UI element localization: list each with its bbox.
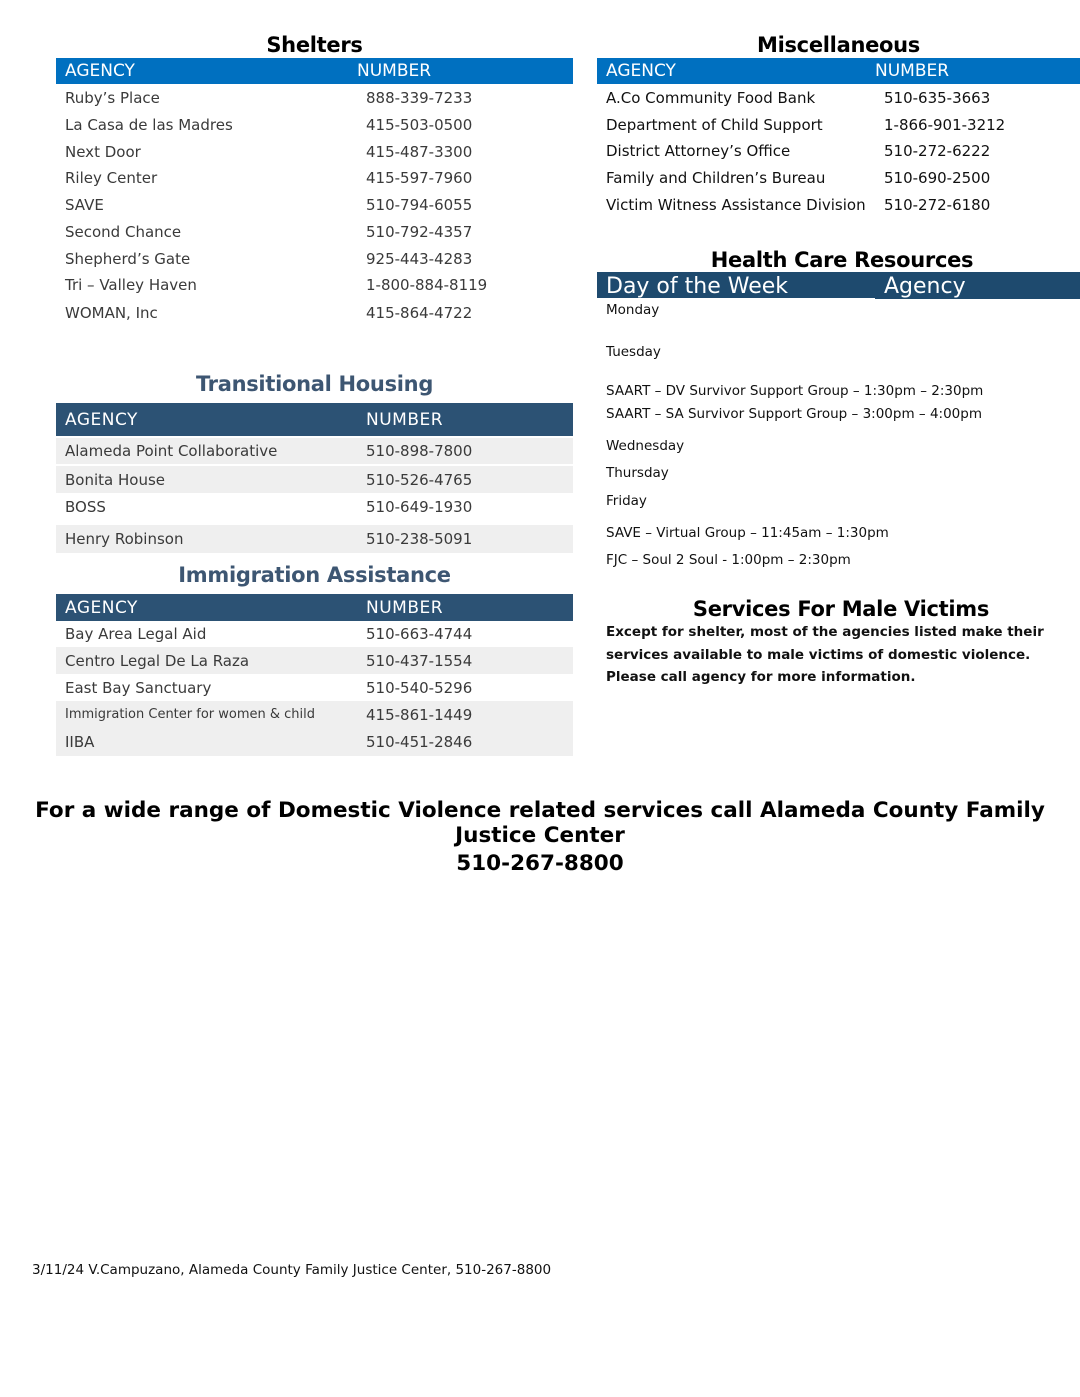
day-wednesday: Wednesday: [606, 438, 685, 454]
schedule-entry: SAART – DV Survivor Support Group – 1:30pm – 2:30pm: [606, 383, 984, 399]
phone-number[interactable]: 510-238-5091: [366, 530, 473, 548]
schedule-entry: SAVE – Virtual Group – 11:45am – 1:30pm: [606, 525, 889, 541]
day-monday: Monday: [606, 302, 660, 318]
table-row: [56, 245, 573, 272]
agency-name: District Attorney’s Office: [606, 142, 791, 160]
agency-name: SAVE: [65, 195, 104, 214]
table-row: [597, 138, 1080, 164]
call-line: For a wide range of Domestic Violence related services call Alameda County Family Justice Center: [35, 798, 1045, 848]
phone-number[interactable]: 510-437-1554: [366, 651, 473, 670]
table-row: [56, 701, 573, 728]
agency-name: Tri – Valley Haven: [65, 276, 197, 294]
health-care-header: [597, 272, 1080, 299]
day-column-header: Day of the Week: [597, 272, 875, 299]
agency-column-header: AGENCY: [65, 61, 135, 81]
agency-name: Centro Legal De La Raza: [65, 651, 250, 670]
miscellaneous-table: [597, 58, 1080, 218]
agency-name: Riley Center: [65, 169, 158, 187]
table-row: [56, 728, 573, 756]
phone-number[interactable]: 510-794-6055: [366, 195, 473, 214]
immigration-header: [56, 594, 573, 621]
phone-number[interactable]: 415-861-1449: [366, 705, 473, 724]
table-row: [597, 84, 1080, 111]
shelters-table: [56, 58, 573, 328]
table-row: [56, 466, 573, 493]
agency-column-header: AGENCY: [65, 409, 138, 430]
agency-name: Bonita House: [65, 470, 165, 489]
table-row: [56, 525, 573, 553]
table-row: [56, 84, 573, 111]
agency-name: BOSS: [65, 498, 106, 516]
miscellaneous-title: Miscellaneous: [756, 33, 921, 57]
agency-name: Victim Witness Assistance Division: [606, 195, 866, 214]
phone-number[interactable]: 888-339-7233: [366, 88, 473, 107]
agency-name: Second Chance: [65, 222, 182, 241]
agency-column-header: AGENCY: [65, 597, 138, 618]
table-row: [597, 164, 1080, 191]
table-row: [56, 621, 573, 647]
phone-number[interactable]: 415-487-3300: [366, 142, 473, 161]
phone-number[interactable]: 510-540-5296: [366, 678, 473, 697]
phone-number[interactable]: 1-866-901-3212: [884, 115, 1006, 134]
call-phone[interactable]: 510-267-8800: [456, 851, 624, 876]
transitional-housing-title: Transitional Housing: [195, 372, 434, 396]
day-friday: Friday: [606, 493, 647, 509]
agency-name: IIBA: [65, 733, 95, 751]
agency-name: Shepherd’s Gate: [65, 249, 191, 268]
table-row: [56, 218, 573, 245]
phone-number[interactable]: 510-272-6180: [884, 195, 991, 214]
table-row: [56, 493, 573, 521]
footer-note: 3/11/24 V.Campuzano, Alameda County Family Justice Center, 510-267-8800: [32, 1262, 552, 1278]
shelters-title: Shelters: [266, 33, 363, 57]
phone-number[interactable]: 510-690-2500: [884, 168, 991, 187]
phone-number[interactable]: 415-503-0500: [366, 115, 473, 134]
phone-number[interactable]: 1-800-884-8119: [366, 276, 488, 294]
male-victims-text: Except for shelter, most of the agencies listed make their services available to male victims of domestic violence. Please call agency for more information.: [606, 624, 1044, 685]
transitional-housing-table: [56, 403, 573, 553]
agency-name: Henry Robinson: [65, 530, 184, 548]
male-victims-title: Services For Male Victims: [692, 597, 990, 621]
phone-number[interactable]: 510-526-4765: [366, 470, 473, 489]
table-row: [56, 138, 573, 165]
immigration-assistance-title: Immigration Assistance: [178, 563, 451, 587]
agency-name: East Bay Sanctuary: [65, 678, 212, 697]
agency-name: A.Co Community Food Bank: [606, 88, 816, 107]
phone-number[interactable]: 415-597-7960: [366, 169, 473, 187]
agency-name: Immigration Center for women & child: [65, 707, 316, 722]
agency-name: Ruby’s Place: [65, 88, 160, 107]
number-column-header: NUMBER: [875, 61, 950, 81]
table-row: [56, 165, 573, 191]
shelters-header: [56, 58, 573, 84]
phone-number[interactable]: 510-649-1930: [366, 498, 473, 516]
phone-number[interactable]: 510-635-3663: [884, 88, 991, 107]
agency-name: Family and Children’s Bureau: [606, 168, 826, 187]
phone-number[interactable]: 510-663-4744: [366, 625, 473, 643]
phone-number[interactable]: 510-792-4357: [366, 222, 473, 241]
phone-number[interactable]: 510-898-7800: [366, 442, 473, 460]
table-row: [56, 438, 573, 464]
transitional-housing-header: [56, 403, 573, 436]
agency-name: Next Door: [65, 142, 141, 161]
table-row: [56, 191, 573, 218]
schedule-entry: FJC – Soul 2 Soul - 1:00pm – 2:30pm: [606, 552, 851, 568]
phone-number[interactable]: 510-451-2846: [366, 733, 473, 751]
agency-column-header: Agency: [884, 274, 966, 299]
table-row: [56, 298, 573, 328]
table-row: [56, 111, 573, 138]
number-column-header: NUMBER: [366, 409, 444, 430]
table-row: [56, 272, 573, 298]
agency-name: Bay Area Legal Aid: [65, 625, 207, 643]
health-care-title: Health Care Resources: [710, 248, 974, 272]
agency-name: La Casa de las Madres: [65, 115, 233, 134]
agency-name: WOMAN, Inc: [65, 304, 158, 322]
table-row: [597, 191, 1080, 218]
phone-number[interactable]: 510-272-6222: [884, 142, 991, 160]
day-thursday: Thursday: [606, 465, 669, 481]
table-row: [597, 111, 1080, 138]
number-column-header: NUMBER: [357, 61, 432, 81]
day-tuesday: Tuesday: [606, 344, 661, 360]
schedule-entry: SAART – SA Survivor Support Group – 3:00pm – 4:00pm: [606, 406, 982, 422]
miscellaneous-header: [597, 58, 1080, 84]
table-row: [56, 674, 573, 701]
immigration-assistance-table: [56, 594, 573, 756]
agency-name: Alameda Point Collaborative: [65, 442, 278, 460]
agency-column-header: AGENCY: [606, 61, 676, 81]
phone-number[interactable]: 925-443-4283: [366, 249, 473, 268]
agency-name: Department of Child Support: [606, 115, 823, 134]
table-row: [56, 647, 573, 674]
number-column-header: NUMBER: [366, 597, 444, 618]
phone-number[interactable]: 415-864-4722: [366, 304, 473, 322]
